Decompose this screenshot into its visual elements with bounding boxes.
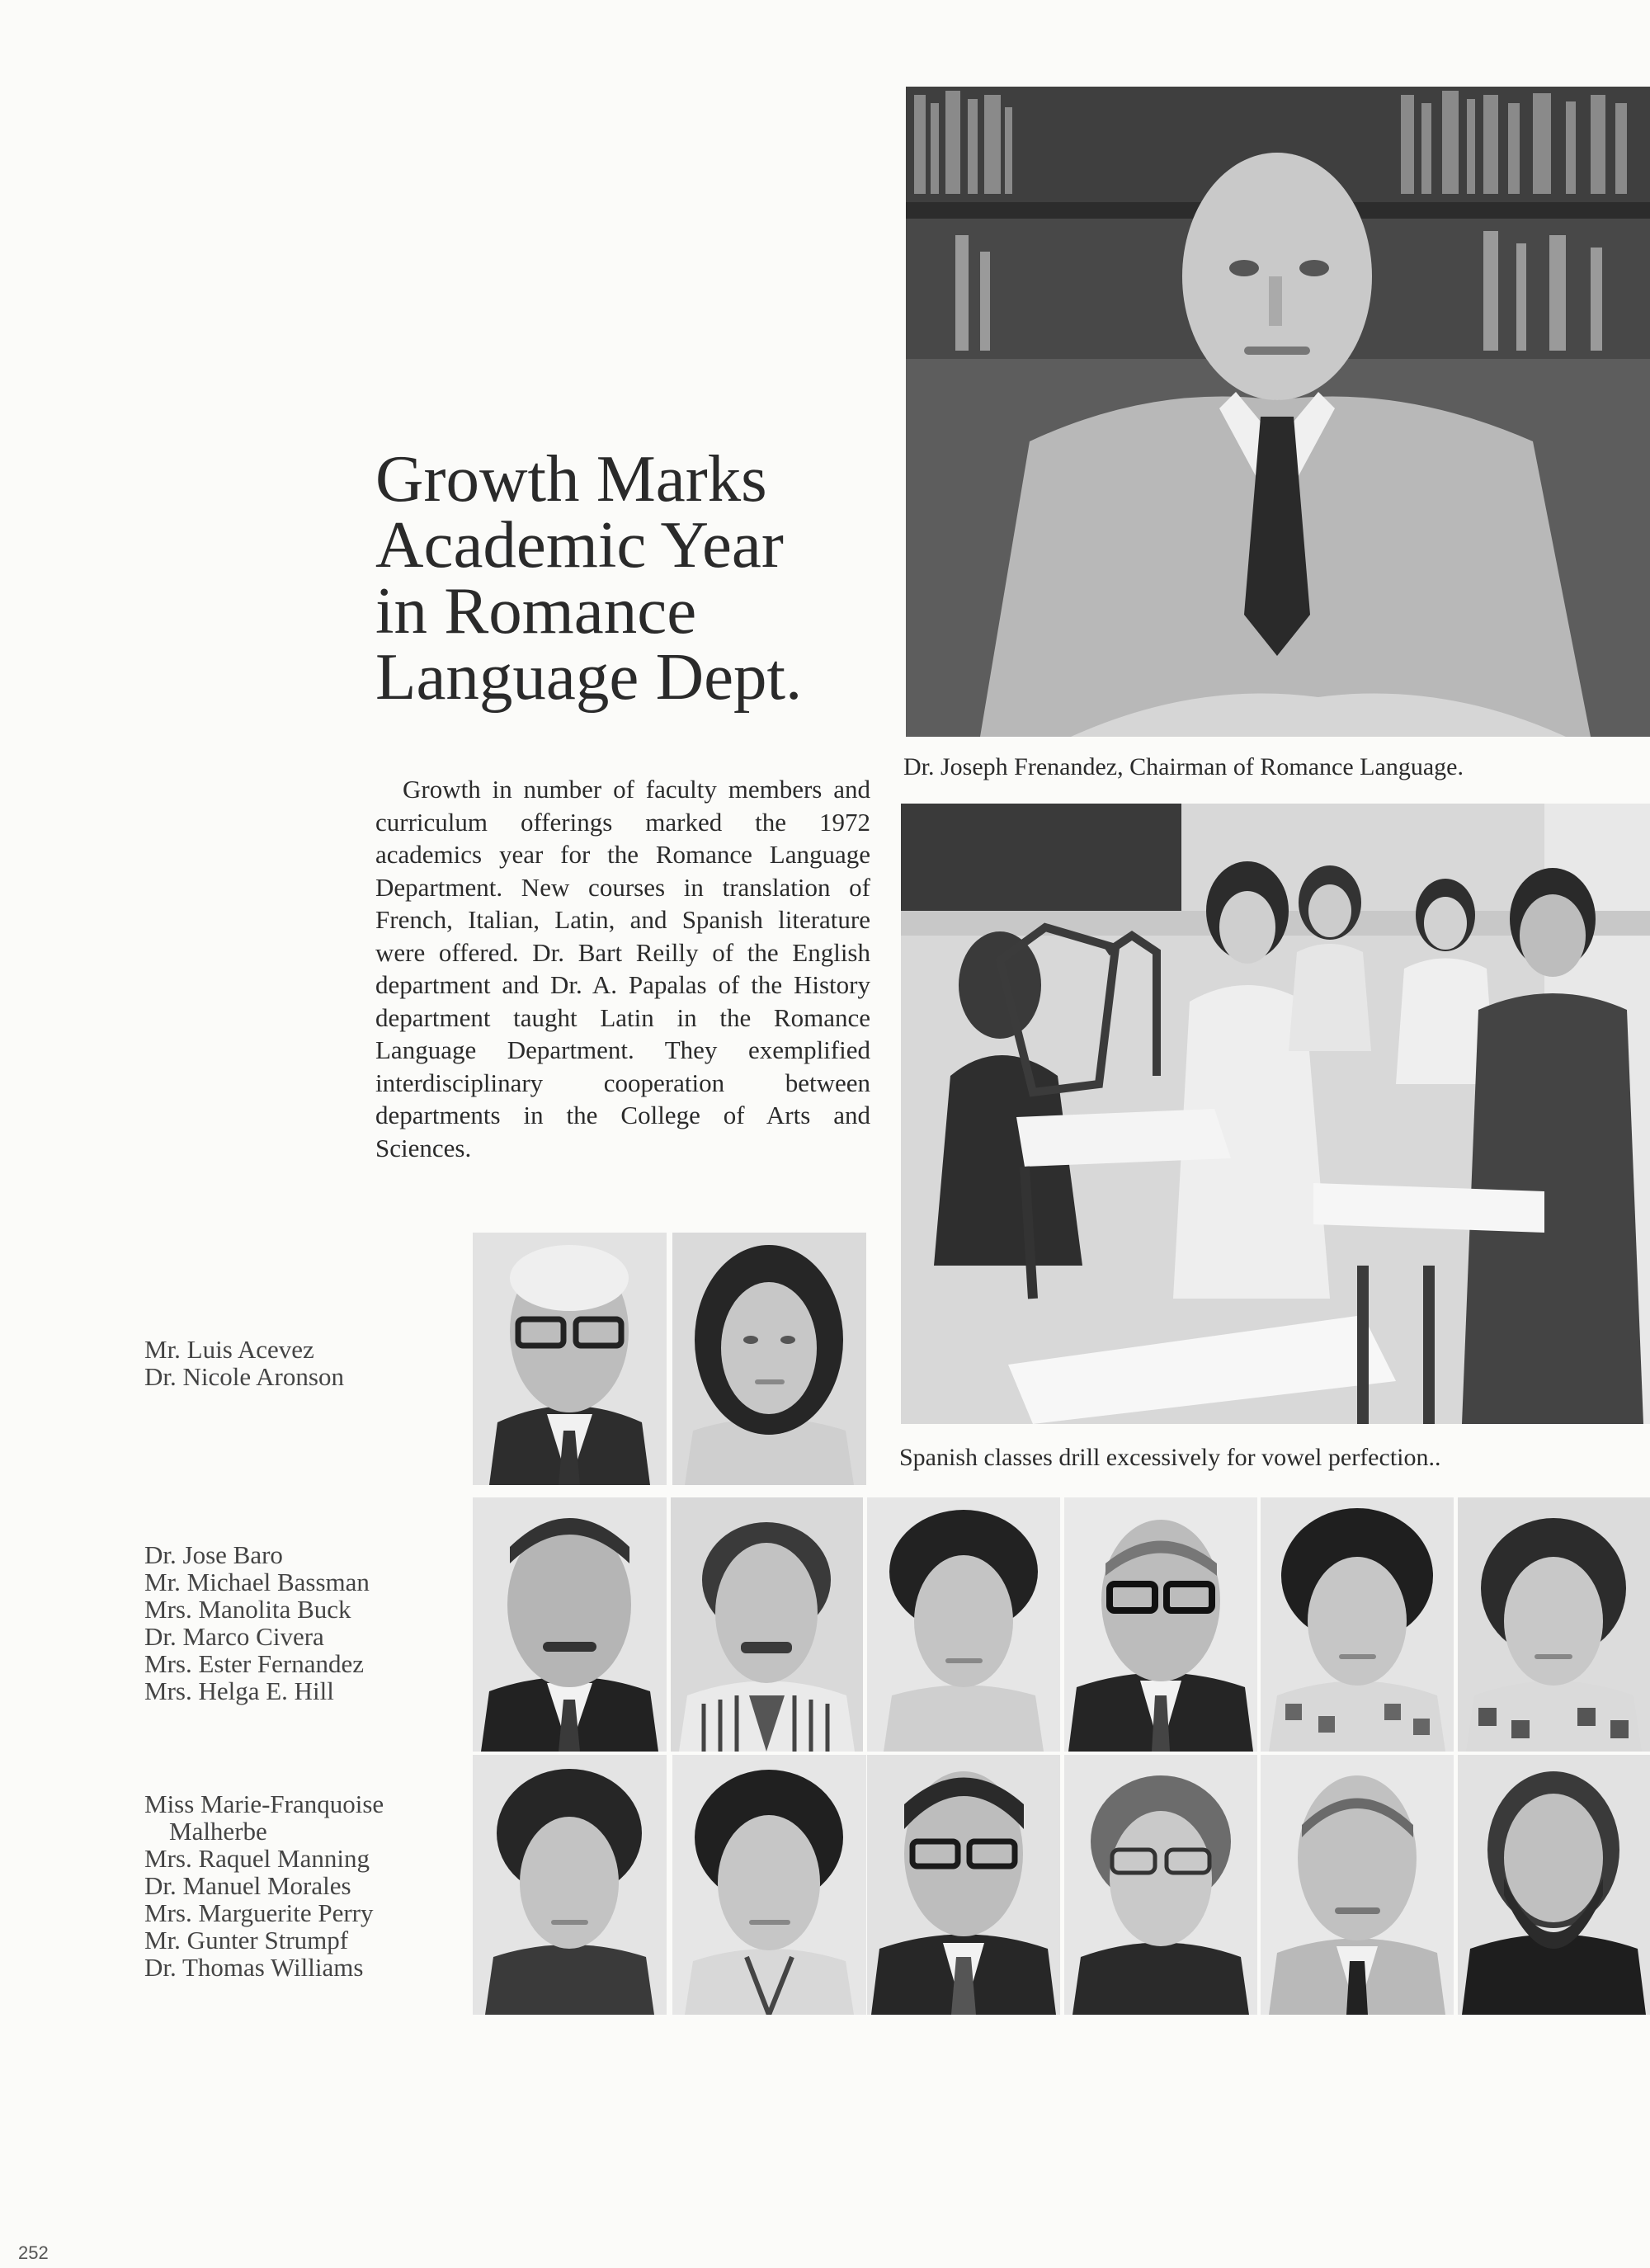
portrait-morales xyxy=(867,1755,1060,2015)
portrait-buck xyxy=(867,1497,1060,1752)
classroom-photo xyxy=(901,804,1650,1424)
chairman-photo xyxy=(906,87,1650,737)
faculty-row-1-names xyxy=(144,1336,344,1390)
portrait-acevez xyxy=(473,1233,667,1485)
faculty-name: Mrs. Helga E. Hill xyxy=(144,1676,334,1705)
portrait-bassman xyxy=(671,1497,863,1752)
article-body: Growth in number of faculty members and curriculum offerings marked the 1972 academics year for the Romance Language Department. New courses in translation of French, Italian, Latin, and Spanish literature were offered. Dr. Bart Reilly of the English department and Dr. A. Papalas of the History department taught Latin in the Romance Language Department. They exemplified interdisciplinary cooperation between departments in the College of Arts and Sciences. xyxy=(375,775,870,1162)
chairman-photo-caption: Dr. Joseph Frenandez, Chairman of Romance Language. xyxy=(903,753,1464,780)
portrait-perry xyxy=(1064,1755,1257,2015)
headline-line-1: Growth Marks xyxy=(375,441,767,516)
faculty-name: Mrs. Manolita Buck xyxy=(144,1595,351,1624)
headline-line-2: Academic Year xyxy=(375,507,784,582)
faculty-row-3-names xyxy=(144,1790,384,1981)
faculty-name: Mr. Luis Acevez xyxy=(144,1335,314,1364)
faculty-name: Dr. Marco Civera xyxy=(144,1622,324,1651)
faculty-name: Dr. Thomas Williams xyxy=(144,1953,364,1982)
headline xyxy=(375,441,887,714)
faculty-name: Mr. Michael Bassman xyxy=(144,1568,370,1596)
faculty-name-continued: Malherbe xyxy=(169,1817,267,1846)
faculty-name: Mrs. Marguerite Perry xyxy=(144,1898,374,1927)
portrait-fernandez xyxy=(1261,1497,1454,1752)
portrait-manning xyxy=(672,1755,866,2015)
headline-line-3: in Romance xyxy=(375,573,697,648)
portrait-williams xyxy=(1458,1755,1650,2015)
faculty-name: Mrs. Ester Fernandez xyxy=(144,1649,364,1678)
faculty-row-2-names xyxy=(144,1541,370,1705)
portrait-aronson xyxy=(672,1233,866,1485)
faculty-name: Dr. Manuel Morales xyxy=(144,1871,351,1900)
portrait-baro xyxy=(473,1497,667,1752)
faculty-name: Dr. Nicole Aronson xyxy=(144,1362,344,1391)
headline-line-4: Language Dept. xyxy=(375,639,803,714)
faculty-name: Miss Marie-Franquoise xyxy=(144,1789,384,1818)
classroom-photo-caption: Spanish classes drill excessively for vowel perfection.. xyxy=(899,1444,1441,1471)
page-number: 252 xyxy=(18,2242,49,2263)
portrait-malherbe xyxy=(473,1755,667,2015)
portrait-strumpf xyxy=(1261,1755,1454,2015)
faculty-name: Mr. Gunter Strumpf xyxy=(144,1926,349,1954)
faculty-name: Dr. Jose Baro xyxy=(144,1540,283,1569)
portrait-civera xyxy=(1064,1497,1257,1752)
faculty-name: Mrs. Raquel Manning xyxy=(144,1844,370,1873)
portrait-hill xyxy=(1458,1497,1650,1752)
